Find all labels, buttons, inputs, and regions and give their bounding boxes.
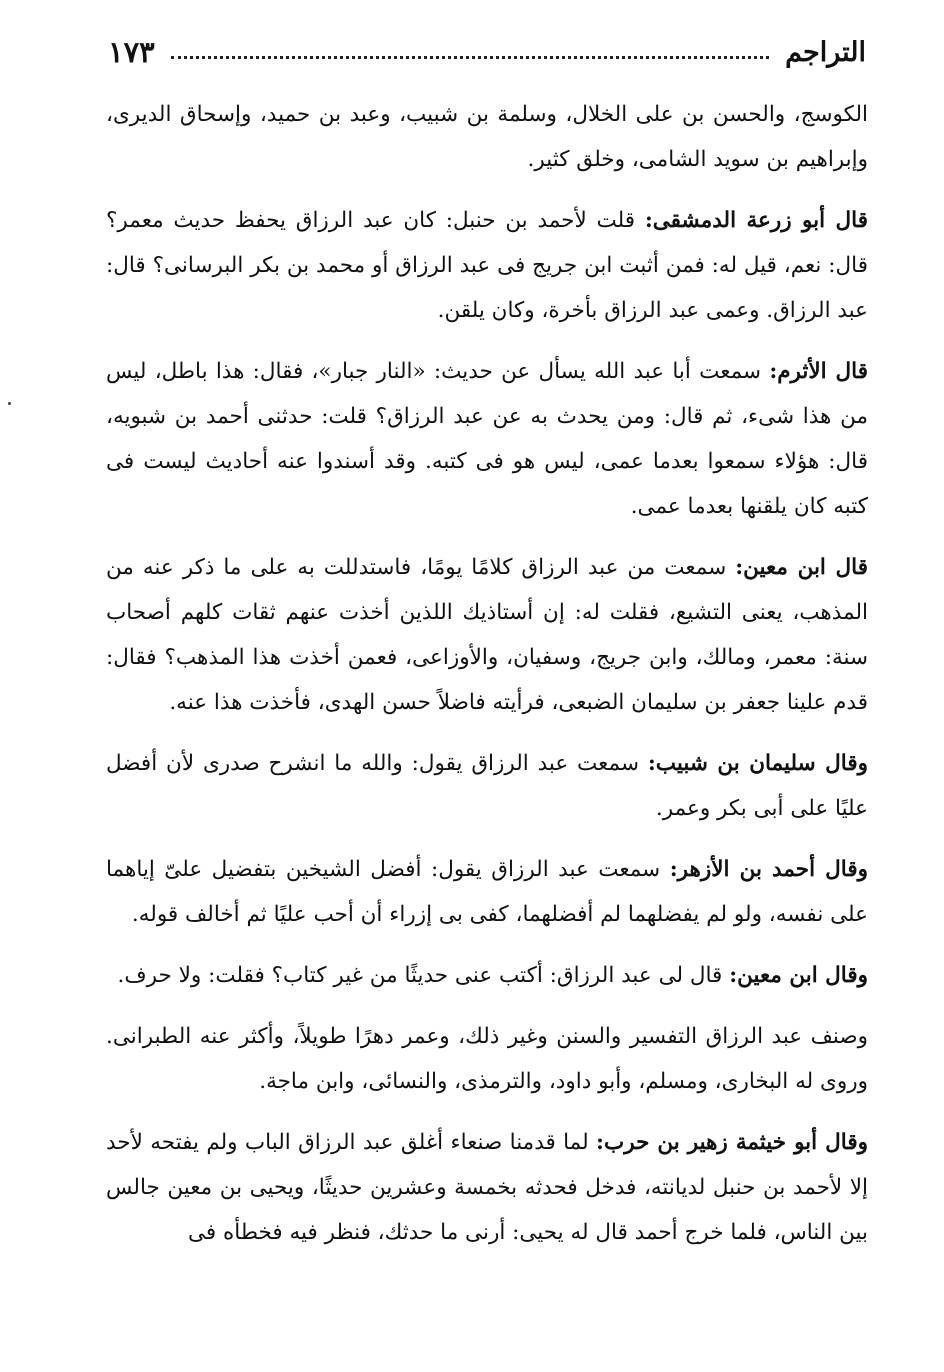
paragraph-8 bbox=[106, 1014, 868, 1104]
paragraph-1 bbox=[106, 92, 868, 182]
paragraph-7 bbox=[106, 953, 868, 998]
page-body bbox=[106, 92, 868, 1271]
paragraph-3 bbox=[106, 349, 868, 529]
paragraph-9-text: لما قدمنا صنعاء أغلق عبد الرزاق الباب ولم يفتحه لأحد إلا لأحمد بن حنبل لديانته، فدخل فحدثه بخمسة وعشرين حديثًا، ويحيى بن معين جالس بين الناس، فلما خرج أحمد قال له يحيى: أرنى ما حدثك، فنظر فيه فخطأه فى bbox=[106, 1130, 868, 1245]
page-number: ١٧٣ bbox=[108, 35, 155, 69]
paragraph-7-lead: وقال ابن معين: bbox=[729, 963, 868, 988]
paragraph-1-text: الكوسج، والحسن بن على الخلال، وسلمة بن شبيب، وعبد بن حميد، وإسحاق الديرى، وإبراهيم بن سويد الشامى، وخلق كثير. bbox=[106, 102, 868, 172]
paragraph-2-lead: قال أبو زرعة الدمشقى: bbox=[644, 208, 868, 233]
paragraph-6-text: سمعت عبد الرزاق يقول: أفضل الشيخين بتفضيل علىّ إياهما على نفسه، ولو لم يفضلهما لم أفضلهما، كفى بى إزراء أن أحب عليًا ثم أخالف قوله. bbox=[106, 857, 868, 927]
paragraph-6-lead: وقال أحمد بن الأزهر: bbox=[669, 857, 869, 882]
paragraph-7-text: قال لى عبد الرزاق: أكتب عنى حديثًا من غير كتاب؟ فقلت: ولا حرف. bbox=[117, 963, 730, 988]
paragraph-4-lead: قال ابن معين: bbox=[735, 555, 868, 580]
header-dotted-leader bbox=[171, 56, 769, 59]
margin-speck bbox=[8, 402, 11, 405]
paragraph-2-text: قلت لأحمد بن حنبل: كان عبد الرزاق يحفظ حديث معمر؟ قال: نعم، قيل له: فمن أثبت ابن جريج فى عبد الرزاق أو محمد بن بكر البرسانى؟ قال: عبد الرزاق. وعمى عبد الرزاق بأخرة، وكان يلقن. bbox=[106, 208, 868, 323]
paragraph-5-lead: وقال سليمان بن شبيب: bbox=[647, 751, 868, 776]
paragraph-5-text: سمعت عبد الرزاق يقول: والله ما انشرح صدرى لأن أفضل عليًا على أبى بكر وعمر. bbox=[106, 751, 868, 821]
paragraph-3-text: سمعت أبا عبد الله يسأل عن حديث: «النار جبار»، فقال: هذا باطل، ليس من هذا شىء، ثم قال: ومن يحدث به عن عبد الرزاق؟ قلت: حدثنى أحمد بن شبويه، قال: هؤلاء سمعوا بعدما عمى، ليس هو فى كتبه. وقد أسندوا عنه أحاديث ليست فى كتبه كان يلقنها بعدما عمى. bbox=[106, 359, 868, 519]
running-header bbox=[108, 30, 866, 74]
paragraph-4 bbox=[106, 545, 868, 725]
paragraph-6 bbox=[106, 847, 868, 937]
paragraph-4-text: سمعت من عبد الرزاق كلامًا يومًا، فاستدللت به على ما ذكر عنه من المذهب، يعنى التشيع، فقلت له: إن أستاذيك اللذين أخذت عنهم ثقات كلهم أصحاب سنة: معمر، ومالك، وابن جريج، وسفيان، والأوزاعى، فعمن أخذت هذا المذهب؟ فقال: قدم علينا جعفر بن سليمان الضبعى، فرأيته فاضلاً حسن الهدى، فأخذت هذا عنه. bbox=[106, 555, 868, 715]
paragraph-5 bbox=[106, 741, 868, 831]
paragraph-2 bbox=[106, 198, 868, 333]
paragraph-3-lead: قال الأثرم: bbox=[769, 359, 868, 384]
paragraph-9 bbox=[106, 1120, 868, 1255]
paragraph-9-lead: وقال أبو خيثمة زهير بن حرب: bbox=[596, 1130, 868, 1155]
chapter-title: التراجم bbox=[785, 36, 866, 68]
paragraph-8-text: وصنف عبد الرزاق التفسير والسنن وغير ذلك، وعمر دهرًا طويلاً، وأكثر عنه الطبرانى. وروى له البخارى، ومسلم، وأبو داود، والترمذى، والنسائى، وابن ماجة. bbox=[106, 1024, 868, 1094]
